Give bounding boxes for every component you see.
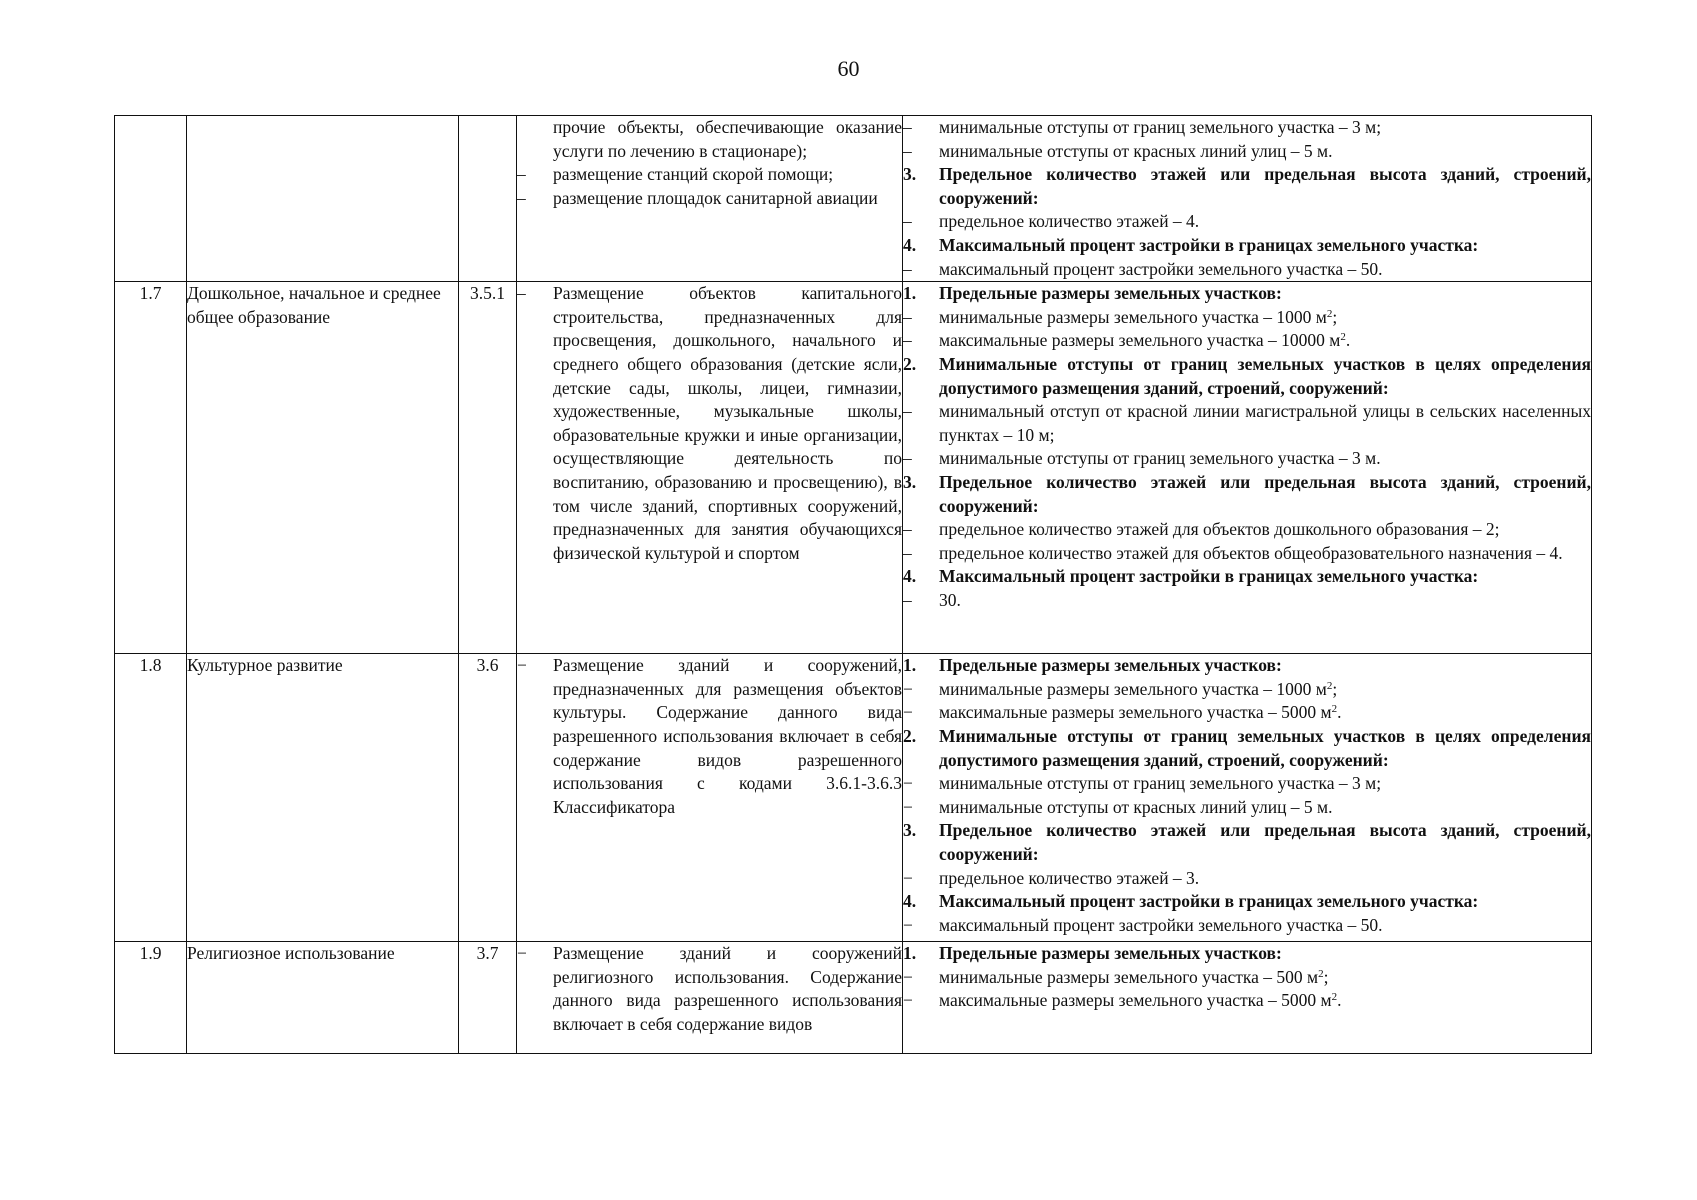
item-text: Предельные размеры земельных участков: — [939, 943, 1282, 964]
item-text: Предельные размеры земельных участков: — [939, 283, 1282, 304]
use-code: 3.6 — [459, 654, 517, 942]
parameter-item — [903, 140, 1591, 164]
parameter-item — [903, 116, 1591, 140]
item-marker: – — [903, 306, 912, 327]
parameter-heading — [903, 282, 1591, 306]
parameter-heading — [903, 725, 1591, 772]
description-item — [517, 187, 902, 211]
superscript: 2 — [1331, 991, 1338, 1004]
item-marker: 4. — [903, 566, 917, 587]
item-marker: − — [903, 678, 913, 699]
item-text: Максимальный процент застройки в границах земельного участка: — [939, 891, 1479, 912]
item-text: минимальные отступы от границ земельного участка – 3 м; — [939, 117, 1382, 137]
item-marker: – — [517, 283, 526, 304]
item-marker: – — [903, 448, 912, 469]
item-marker: – — [903, 589, 912, 610]
item-marker: − — [903, 914, 913, 935]
parameter-item — [903, 306, 1591, 330]
item-text: максимальный процент застройки земельного участка – 50. — [939, 258, 1383, 279]
parameter-heading — [903, 163, 1591, 210]
use-name — [187, 116, 459, 282]
item-marker: − — [517, 943, 527, 964]
parameter-item — [903, 589, 1591, 613]
item-text: Размещение объектов капитального строительства, предназначенных для просвещения, дошкольного, начального и среднего общего образования (детские ясли, детские сады, школы, лицеи, гимназии, художественные, музыкальные школы, образовательные кружки и иные организации, осуществляющие деятельность по воспитанию, образованию и просвещению), в том числе зданий, спортивных сооружений, предназначенных для занятия обучающихся физической культурой и спортом — [553, 283, 902, 563]
description-item — [517, 116, 902, 163]
item-marker: − — [903, 966, 913, 987]
item-marker: 2. — [903, 725, 917, 746]
parameter-item — [903, 258, 1591, 282]
item-marker: − — [903, 796, 913, 817]
parameter-heading — [903, 819, 1591, 866]
item-text: Минимальные отступы от границ земельных участков в целях определения допустимого размещения зданий, строений, сооружений: — [939, 725, 1591, 770]
item-text: минимальные размеры земельного участка – 1000 $м^2$; — [939, 678, 1338, 699]
parameter-item — [903, 914, 1591, 938]
item-text: предельное количество этажей для объектов общеобразовательного назначения – 4. — [939, 542, 1563, 563]
item-marker: − — [903, 702, 913, 723]
item-marker: − — [903, 867, 913, 888]
item-marker: – — [903, 519, 912, 540]
item-text: минимальные отступы от красных линий улиц – 5 м. — [939, 140, 1333, 161]
item-marker: − — [903, 773, 913, 794]
item-text: предельное количество этажей – 3. — [939, 867, 1200, 888]
description-item — [517, 282, 902, 565]
parameter-item — [903, 701, 1591, 725]
item-marker: – — [517, 164, 526, 185]
parameter-item — [903, 400, 1591, 447]
superscript: 2 — [1326, 679, 1333, 692]
item-text: максимальные размеры земельного участка – 5000 $м^2$. — [939, 702, 1342, 723]
table-row — [115, 654, 1592, 942]
superscript: 2 — [1340, 331, 1346, 344]
item-text: минимальные отступы от границ земельного участка – 3 м; — [939, 773, 1382, 794]
parameter-item — [903, 796, 1591, 820]
use-name: Культурное развитие — [187, 654, 459, 942]
item-text: предельное количество этажей – 4. — [939, 211, 1200, 232]
item-marker: 3. — [903, 820, 917, 841]
page-number: 60 — [837, 56, 860, 81]
description-item — [517, 942, 902, 1036]
item-text: Предельное количество этажей или предельная высота зданий, строений, сооружений: — [939, 471, 1591, 516]
item-marker: – — [903, 401, 912, 422]
parameter-heading — [903, 942, 1591, 966]
item-text: максимальные размеры земельного участка – 5000 $м^2$. — [939, 990, 1342, 1011]
table-row — [115, 942, 1592, 1054]
row-number: 1.7 — [115, 282, 187, 654]
item-text: минимальные размеры земельного участка – 1000 $м^2$; — [939, 306, 1338, 327]
use-description — [517, 942, 903, 1054]
parameter-item — [903, 772, 1591, 796]
parameter-heading — [903, 654, 1591, 678]
parameter-heading — [903, 234, 1591, 258]
item-marker: − — [517, 655, 527, 676]
parameter-item — [903, 518, 1591, 542]
item-text: 30. — [939, 589, 961, 610]
item-marker: – — [903, 117, 912, 137]
item-text: Предельное количество этажей или предельная высота зданий, строений, сооружений: — [939, 164, 1591, 208]
item-text: минимальный отступ от красной линии магистральной улицы в сельских населенных пунктах – 10 м; — [939, 401, 1591, 445]
parameter-heading — [903, 890, 1591, 914]
item-marker: 1. — [903, 655, 917, 676]
item-text: максимальный процент застройки земельного участка – 50. — [939, 914, 1383, 935]
parameter-item — [903, 966, 1591, 990]
parameter-item — [903, 329, 1591, 353]
description-item — [517, 654, 902, 819]
parameter-item — [903, 989, 1591, 1013]
use-parameters — [903, 654, 1592, 942]
item-marker: 4. — [903, 234, 917, 255]
table-row — [115, 282, 1592, 654]
use-parameters — [903, 942, 1592, 1054]
item-marker: 4. — [903, 891, 917, 912]
superscript: 2 — [1331, 703, 1338, 716]
use-name: Дошкольное, начальное и среднее общее образование — [187, 282, 459, 654]
parameter-item — [903, 678, 1591, 702]
parameter-item — [903, 867, 1591, 891]
parameter-item — [903, 447, 1591, 471]
item-marker: 1. — [903, 283, 917, 304]
item-text: Предельные размеры земельных участков: — [939, 655, 1282, 676]
parameter-item — [903, 542, 1591, 566]
item-text: минимальные отступы от красных линий улиц – 5 м. — [939, 796, 1333, 817]
item-text: Предельное количество этажей или предельная высота зданий, строений, сооружений: — [939, 820, 1591, 864]
item-marker: 3. — [903, 471, 917, 492]
use-description — [517, 282, 903, 654]
use-code — [459, 116, 517, 282]
use-description — [517, 116, 903, 282]
superscript: 2 — [1326, 307, 1333, 320]
row-number: 1.8 — [115, 654, 187, 942]
superscript: 2 — [1318, 967, 1324, 980]
item-text: предельное количество этажей для объектов дошкольного образования – 2; — [939, 519, 1500, 540]
item-marker: – — [903, 542, 912, 563]
item-marker: – — [903, 140, 912, 161]
parameter-item — [903, 210, 1591, 234]
parameter-heading — [903, 471, 1591, 518]
use-name: Религиозное использование — [187, 942, 459, 1054]
item-text: Минимальные отступы от границ земельных участков в целях определения допустимого размещения зданий, строений, сооружений: — [939, 353, 1591, 398]
table-row — [115, 116, 1592, 282]
item-text: прочие объекты, обеспечивающие оказание услуги по лечению в стационаре); — [553, 117, 902, 161]
description-item — [517, 163, 902, 187]
item-marker: – — [903, 258, 912, 279]
item-text: минимальные отступы от границ земельного участка – 3 м. — [939, 448, 1381, 469]
item-text: минимальные размеры земельного участка – 500 $м^2$; — [939, 966, 1329, 987]
parameter-heading — [903, 353, 1591, 400]
row-number: 1.9 — [115, 942, 187, 1054]
use-parameters — [903, 282, 1592, 654]
row-number — [115, 116, 187, 282]
item-text: размещение станций скорой помощи; — [553, 164, 834, 185]
item-marker: 3. — [903, 164, 917, 185]
item-text: Размещение зданий и сооружений, предназначенных для размещения объектов культуры. Содержание данного вида разрешенного использования включает в себя содержание видов разрешенного использования с кодами 3.6.1-3.6.3 Классификатора — [553, 655, 902, 817]
item-marker: – — [903, 330, 912, 351]
item-text: максимальные размеры земельного участка – 10000 $м^2$. — [939, 330, 1351, 351]
item-marker: 1. — [903, 943, 917, 964]
item-text: Максимальный процент застройки в границах земельного участка: — [939, 234, 1479, 255]
parameter-heading — [903, 565, 1591, 589]
zoning-table — [114, 115, 1592, 1054]
item-text: размещение площадок санитарной авиации — [553, 187, 878, 208]
use-parameters — [903, 116, 1592, 282]
item-marker: − — [903, 990, 913, 1011]
item-marker: – — [903, 211, 912, 232]
item-marker: 2. — [903, 353, 917, 374]
use-code: 3.7 — [459, 942, 517, 1054]
use-code: 3.5.1 — [459, 282, 517, 654]
use-description — [517, 654, 903, 942]
item-text: Размещение зданий и сооружений религиозного использования. Содержание данного вида разрешенного использования включает в себя содержание видов — [553, 943, 902, 1034]
item-text: Максимальный процент застройки в границах земельного участка: — [939, 566, 1479, 587]
item-marker: – — [517, 187, 526, 208]
